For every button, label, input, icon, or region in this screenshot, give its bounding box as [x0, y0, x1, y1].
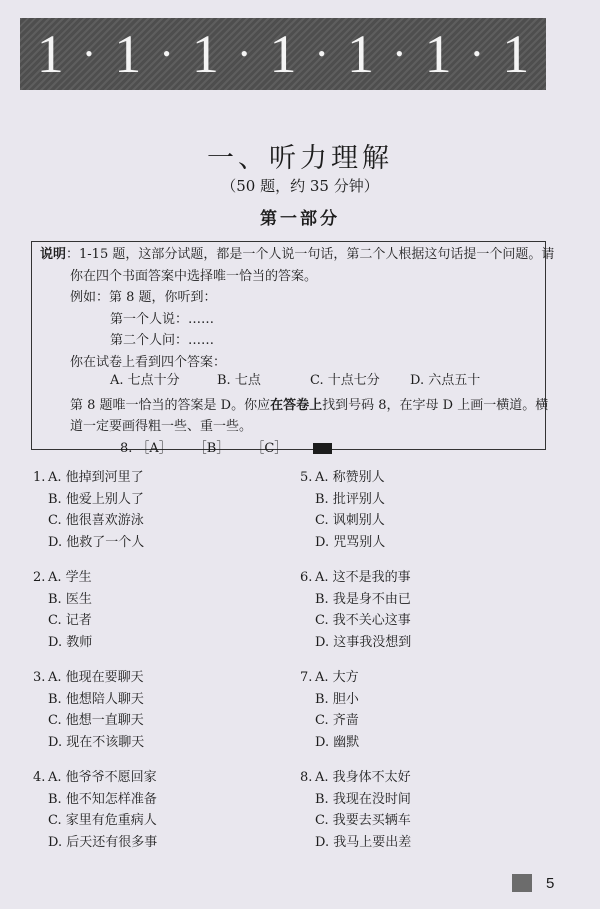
section-subtitle: （50 题，约 35 分钟） [221, 177, 379, 195]
banner-dot: • [162, 41, 171, 66]
section-title: 一、听力理解 [207, 143, 393, 174]
option-b: B. 批评别人 [315, 491, 385, 507]
question-item [300, 767, 411, 853]
instructions-text: 第 8 题唯一恰当的答案是 D。你应 [70, 398, 271, 413]
question-item [300, 667, 359, 753]
option-c: C. 讽刺别人 [315, 513, 385, 528]
question-item [33, 667, 144, 753]
answer-choice-a: ［A］ [136, 441, 172, 456]
instructions-label: 说明 [40, 247, 67, 262]
option-a: A. 学生 [48, 570, 92, 585]
option-c: C. 他很喜欢游泳 [48, 513, 144, 528]
banner-dot: • [473, 41, 481, 66]
question-number: 6. [300, 570, 313, 585]
banner-digit: 1 [114, 24, 142, 84]
question-number: 1. [33, 470, 46, 485]
banner-digit: 1 [424, 24, 452, 84]
instructions-line: 第一个人说：…… [110, 312, 215, 327]
question-number: 2. [33, 570, 46, 585]
banner-dot: • [317, 41, 326, 66]
example-option: A. 七点十分 [110, 373, 180, 388]
option-d: D. 后天还有很多事 [48, 834, 158, 850]
option-d: D. 我马上要出差 [315, 834, 412, 850]
option-b: B. 他不知怎样准备 [48, 791, 157, 807]
option-a: A. 大方 [315, 670, 359, 685]
option-d: D. 现在不该聊天 [48, 734, 145, 750]
answer-choice-b: ［B］ [193, 441, 230, 456]
instructions-line: 例如：第 8 题，你听到： [70, 290, 217, 305]
instructions-line [40, 244, 554, 266]
option-c: C. 家里有危重病人 [48, 813, 157, 828]
option-d: D. 咒骂别人 [315, 534, 386, 550]
question-item [300, 567, 411, 653]
instructions-text: ：1-15 题，这部分试题，都是一个人说一句话，第二个人根据这句话提一个问题。请 [66, 247, 555, 262]
option-c: C. 齐啬 [315, 713, 359, 728]
answer-choice-d-filled [313, 443, 332, 454]
question-number: 8. [300, 770, 313, 785]
instructions-text: 找到号码 8，在字母 D 上画一横道。横 [322, 398, 549, 413]
chapter-banner [20, 18, 546, 90]
option-b: B. 胆小 [315, 691, 359, 707]
option-b: B. 医生 [48, 591, 92, 607]
question-item [33, 467, 144, 553]
banner-digit: 1 [502, 24, 530, 84]
instructions-line: 道一定要画得粗一些、重一些。 [70, 419, 253, 434]
option-d: D. 这事我没想到 [315, 634, 412, 650]
question-item [33, 767, 157, 853]
banner-digit: 1 [269, 24, 297, 84]
instructions-line [70, 395, 548, 417]
instructions-line: 第二个人问：…… [110, 333, 215, 348]
option-c: C. 我不关心这事 [315, 613, 411, 628]
option-a: A. 他掉到河里了 [48, 470, 144, 485]
option-b: B. 我现在没时间 [315, 791, 411, 807]
option-d: D. 幽默 [315, 734, 360, 750]
question-item [33, 567, 92, 653]
question-number: 7. [300, 670, 313, 685]
instructions-line: 你在四个书面答案中选择唯一恰当的答案。 [70, 269, 318, 284]
part-title: 第一部分 [260, 209, 340, 229]
question-item [300, 467, 385, 553]
example-option: B. 七点 [217, 373, 261, 388]
option-a: A. 他现在要聊天 [48, 670, 144, 685]
option-c: C. 记者 [48, 613, 92, 628]
option-b: B. 他想陪人聊天 [48, 691, 144, 707]
banner-digit: 1 [347, 24, 375, 84]
banner-digit: 1 [36, 24, 64, 84]
banner-digit: 1 [191, 24, 219, 84]
option-a: A. 称赞别人 [315, 470, 385, 485]
option-a: A. 他爷爷不愿回家 [48, 770, 157, 785]
instructions-box [31, 241, 555, 456]
answer-sheet-example [120, 438, 354, 460]
example-option: D. 六点五十 [410, 373, 481, 388]
instructions-line: 你在试卷上看到四个答案： [70, 355, 227, 370]
question-number: 4. [33, 770, 46, 785]
page-number: 5 [546, 875, 555, 892]
question-number: 3. [33, 670, 46, 685]
example-option: C. 十点七分 [310, 373, 380, 388]
option-c: C. 他想一直聊天 [48, 713, 144, 728]
banner-dot: • [240, 41, 249, 66]
banner-dot: • [85, 41, 93, 66]
option-b: B. 我是身不由已 [315, 591, 411, 607]
option-d: D. 他救了一个人 [48, 534, 145, 550]
option-a: A. 这不是我的事 [315, 570, 411, 585]
answer-choice-c: ［C］ [251, 441, 288, 456]
instructions-emphasis: 在答卷上 [270, 398, 323, 413]
option-b: B. 他爱上别人了 [48, 491, 144, 507]
question-number: 5. [300, 470, 313, 485]
page-number-marker [512, 874, 532, 892]
answer-sheet-number: 8. [120, 441, 133, 456]
option-d: D. 教师 [48, 634, 93, 650]
banner-dot: • [395, 41, 404, 66]
option-c: C. 我要去买辆车 [315, 813, 411, 828]
option-a: A. 我身体不太好 [315, 770, 411, 785]
